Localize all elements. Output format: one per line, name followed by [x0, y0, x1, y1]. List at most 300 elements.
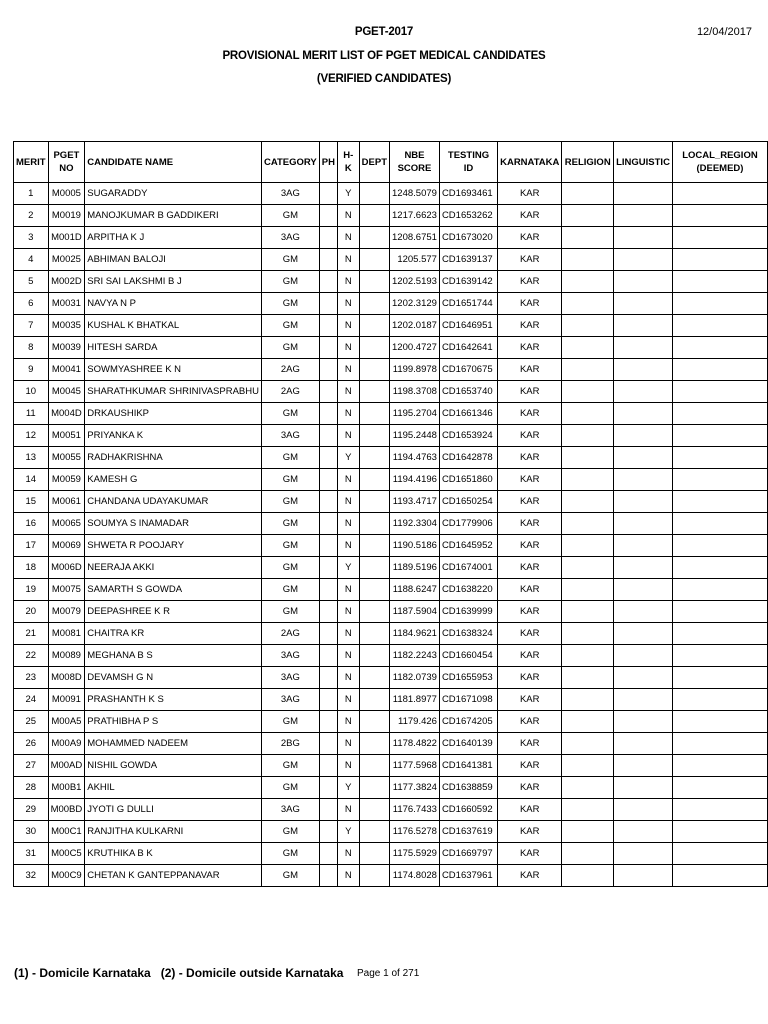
table-row — [14, 755, 768, 777]
table-cell: 1182.0739 — [390, 667, 440, 689]
table-cell: KAR — [498, 249, 562, 271]
table-cell: KAR — [498, 293, 562, 315]
table-cell — [319, 777, 337, 799]
table-cell — [359, 535, 389, 557]
table-cell — [614, 579, 673, 601]
table-cell: CD1642641 — [439, 337, 497, 359]
table-cell: CD1639999 — [439, 601, 497, 623]
table-cell: DEEPASHREE K R — [85, 601, 262, 623]
table-cell — [562, 271, 614, 293]
table-cell — [562, 865, 614, 887]
table-cell — [359, 733, 389, 755]
table-cell: ABHIMAN BALOJI — [85, 249, 262, 271]
table-cell: MOHAMMED NADEEM — [85, 733, 262, 755]
table-cell: M00A9 — [48, 733, 85, 755]
table-cell: CD1640139 — [439, 733, 497, 755]
table-cell: 1205.577 — [390, 249, 440, 271]
table-cell — [614, 425, 673, 447]
table-cell — [319, 579, 337, 601]
table-cell — [359, 315, 389, 337]
table-row — [14, 777, 768, 799]
table-cell — [319, 491, 337, 513]
table-cell — [562, 337, 614, 359]
table-cell: CD1642878 — [439, 447, 497, 469]
table-cell: M00BD — [48, 799, 85, 821]
table-cell: 3AG — [261, 183, 319, 205]
table-cell — [562, 249, 614, 271]
table-cell: GM — [261, 755, 319, 777]
table-cell: 1187.5904 — [390, 601, 440, 623]
table-cell: M004D — [48, 403, 85, 425]
table-cell: KAR — [498, 425, 562, 447]
table-cell — [614, 865, 673, 887]
table-cell: N — [337, 645, 359, 667]
table-cell: 32 — [14, 865, 49, 887]
table-cell: 3AG — [261, 799, 319, 821]
table-row — [14, 821, 768, 843]
table-cell — [319, 733, 337, 755]
table-cell: KAR — [498, 403, 562, 425]
table-cell: CD1638220 — [439, 579, 497, 601]
table-cell: N — [337, 623, 359, 645]
document-date: 12/04/2017 — [696, 26, 752, 38]
table-cell — [672, 337, 767, 359]
table-cell — [562, 645, 614, 667]
table-cell — [614, 755, 673, 777]
table-cell: 3AG — [261, 667, 319, 689]
table-cell: N — [337, 425, 359, 447]
table-cell: GM — [261, 293, 319, 315]
table-cell: 1190.5186 — [390, 535, 440, 557]
table-cell — [562, 359, 614, 381]
table-row — [14, 711, 768, 733]
table-cell — [614, 557, 673, 579]
table-cell — [562, 623, 614, 645]
table-cell: M0059 — [48, 469, 85, 491]
table-cell: KAR — [498, 623, 562, 645]
table-cell: 3 — [14, 227, 49, 249]
table-cell — [672, 513, 767, 535]
table-cell: 1 — [14, 183, 49, 205]
table-cell: SUGARADDY — [85, 183, 262, 205]
table-cell — [359, 425, 389, 447]
table-cell: PRATHIBHA P S — [85, 711, 262, 733]
col-header: DEPT — [359, 142, 389, 183]
table-cell: N — [337, 315, 359, 337]
table-cell — [319, 667, 337, 689]
table-cell: CD1637619 — [439, 821, 497, 843]
table-cell: KAR — [498, 557, 562, 579]
table-cell — [562, 601, 614, 623]
table-cell: GM — [261, 271, 319, 293]
table-cell — [672, 601, 767, 623]
table-cell: 1194.4196 — [390, 469, 440, 491]
table-cell — [319, 403, 337, 425]
table-cell: M0045 — [48, 381, 85, 403]
table-cell — [672, 469, 767, 491]
table-cell: 15 — [14, 491, 49, 513]
table-cell — [359, 799, 389, 821]
table-body — [14, 183, 768, 887]
table-cell — [319, 865, 337, 887]
table-cell — [319, 799, 337, 821]
table-cell: GM — [261, 337, 319, 359]
table-cell — [672, 579, 767, 601]
table-cell — [359, 469, 389, 491]
table-cell: CD1645952 — [439, 535, 497, 557]
table-cell — [319, 689, 337, 711]
table-cell: CD1653740 — [439, 381, 497, 403]
table-row — [14, 337, 768, 359]
domicile-legend: (1) - Domicile Karnataka (2) - Domicile outside Karnataka — [14, 966, 344, 980]
table-cell: KAR — [498, 689, 562, 711]
table-cell — [672, 777, 767, 799]
table-cell: SHARATHKUMAR SHRINIVASPRABHU — [85, 381, 262, 403]
table-cell: N — [337, 403, 359, 425]
table-cell: KUSHAL K BHATKAL — [85, 315, 262, 337]
table-cell — [562, 469, 614, 491]
table-cell — [614, 293, 673, 315]
document-subtitle: PROVISIONAL MERIT LIST OF PGET MEDICAL CANDIDATES — [222, 50, 546, 62]
table-cell — [562, 403, 614, 425]
table-cell: M0039 — [48, 337, 85, 359]
table-cell: GM — [261, 249, 319, 271]
table-cell: 13 — [14, 447, 49, 469]
table-cell: JYOTI G DULLI — [85, 799, 262, 821]
table-cell: 1200.4727 — [390, 337, 440, 359]
table-cell: GM — [261, 843, 319, 865]
table-cell: PRASHANTH K S — [85, 689, 262, 711]
table-cell: M0091 — [48, 689, 85, 711]
table-cell — [359, 777, 389, 799]
table-cell — [359, 249, 389, 271]
table-cell — [562, 667, 614, 689]
table-cell: M00AD — [48, 755, 85, 777]
table-cell: 3AG — [261, 645, 319, 667]
table-row — [14, 865, 768, 887]
table-cell — [359, 271, 389, 293]
col-header: H-K — [337, 142, 359, 183]
table-cell — [672, 755, 767, 777]
table-cell: NAVYA N P — [85, 293, 262, 315]
table-cell: KAMESH G — [85, 469, 262, 491]
table-cell: GM — [261, 557, 319, 579]
table-cell — [614, 359, 673, 381]
table-cell — [614, 227, 673, 249]
table-cell — [319, 249, 337, 271]
table-cell: AKHIL — [85, 777, 262, 799]
table-cell: PRIYANKA K — [85, 425, 262, 447]
table-cell: 2BG — [261, 733, 319, 755]
table-cell: SRI SAI LAKSHMI B J — [85, 271, 262, 293]
table-cell: KAR — [498, 183, 562, 205]
table-row — [14, 249, 768, 271]
table-cell: 27 — [14, 755, 49, 777]
table-cell: N — [337, 249, 359, 271]
table-cell — [319, 535, 337, 557]
table-cell: KAR — [498, 447, 562, 469]
table-cell: M0019 — [48, 205, 85, 227]
table-cell: 1175.5929 — [390, 843, 440, 865]
table-cell: KAR — [498, 535, 562, 557]
table-cell — [672, 315, 767, 337]
col-header: MERIT — [14, 142, 49, 183]
table-cell — [319, 381, 337, 403]
table-cell: 1202.0187 — [390, 315, 440, 337]
table-cell: CD1779906 — [439, 513, 497, 535]
table-cell — [672, 425, 767, 447]
table-cell: GM — [261, 447, 319, 469]
table-cell: 3AG — [261, 227, 319, 249]
table-cell — [614, 469, 673, 491]
table-cell — [359, 711, 389, 733]
table-cell: GM — [261, 711, 319, 733]
table-cell: CHETAN K GANTEPPANAVAR — [85, 865, 262, 887]
table-row — [14, 381, 768, 403]
table-cell — [672, 821, 767, 843]
table-cell: N — [337, 535, 359, 557]
table-cell: 20 — [14, 601, 49, 623]
table-row — [14, 403, 768, 425]
table-cell: 1182.2243 — [390, 645, 440, 667]
col-header: KARNATAKA — [498, 142, 562, 183]
table-cell: 1189.5196 — [390, 557, 440, 579]
table-cell — [614, 799, 673, 821]
table-cell — [614, 381, 673, 403]
table-cell — [562, 557, 614, 579]
table-cell: M00C1 — [48, 821, 85, 843]
table-cell: SOUMYA S INAMADAR — [85, 513, 262, 535]
table-cell: KAR — [498, 777, 562, 799]
table-cell — [614, 183, 673, 205]
table-cell — [614, 821, 673, 843]
table-cell: 4 — [14, 249, 49, 271]
table-cell — [319, 293, 337, 315]
table-cell: M0035 — [48, 315, 85, 337]
table-cell: M0055 — [48, 447, 85, 469]
table-cell — [562, 425, 614, 447]
table-cell: CD1641381 — [439, 755, 497, 777]
table-cell: 1184.9621 — [390, 623, 440, 645]
table-cell: KAR — [498, 579, 562, 601]
col-header: NBE SCORE — [390, 142, 440, 183]
table-cell: M0051 — [48, 425, 85, 447]
table-cell: M00C5 — [48, 843, 85, 865]
table-cell: KAR — [498, 865, 562, 887]
table-cell: 17 — [14, 535, 49, 557]
table-cell: 2 — [14, 205, 49, 227]
col-header: CANDIDATE NAME — [85, 142, 262, 183]
table-cell — [319, 425, 337, 447]
table-cell — [562, 579, 614, 601]
table-cell: Y — [337, 183, 359, 205]
table-cell — [614, 667, 673, 689]
document-title: PGET-2017 — [354, 26, 414, 38]
table-cell: M0041 — [48, 359, 85, 381]
table-cell: GM — [261, 491, 319, 513]
table-cell: N — [337, 843, 359, 865]
table-cell — [319, 205, 337, 227]
table-cell: SHWETA R POOJARY — [85, 535, 262, 557]
table-cell — [562, 205, 614, 227]
table-cell: KAR — [498, 755, 562, 777]
table-cell — [359, 381, 389, 403]
table-cell: 1194.4763 — [390, 447, 440, 469]
col-header: LINGUISTIC — [614, 142, 673, 183]
table-cell — [319, 227, 337, 249]
table-cell — [359, 865, 389, 887]
table-cell — [672, 249, 767, 271]
table-cell — [672, 491, 767, 513]
table-cell: 1198.3708 — [390, 381, 440, 403]
table-cell: KAR — [498, 711, 562, 733]
table-cell — [359, 843, 389, 865]
table-cell: 1248.5079 — [390, 183, 440, 205]
table-cell: Y — [337, 821, 359, 843]
table-cell: CD1660592 — [439, 799, 497, 821]
table-cell: 7 — [14, 315, 49, 337]
table-cell: 1195.2704 — [390, 403, 440, 425]
table-cell: 5 — [14, 271, 49, 293]
table-cell: KAR — [498, 337, 562, 359]
table-cell: 23 — [14, 667, 49, 689]
table-cell — [614, 843, 673, 865]
table-row — [14, 271, 768, 293]
table-cell: GM — [261, 821, 319, 843]
table-cell: Y — [337, 447, 359, 469]
table-cell: CD1669797 — [439, 843, 497, 865]
table-row — [14, 579, 768, 601]
table-cell: CHANDANA UDAYAKUMAR — [85, 491, 262, 513]
table-cell: CD1661346 — [439, 403, 497, 425]
table-cell: 14 — [14, 469, 49, 491]
table-cell: RANJITHA KULKARNI — [85, 821, 262, 843]
table-cell: GM — [261, 601, 319, 623]
table-cell: KAR — [498, 601, 562, 623]
table-cell — [614, 711, 673, 733]
table-cell — [672, 623, 767, 645]
table-cell: 21 — [14, 623, 49, 645]
table-cell — [319, 557, 337, 579]
table-cell: CD1674001 — [439, 557, 497, 579]
table-cell: 1202.5193 — [390, 271, 440, 293]
table-cell — [672, 403, 767, 425]
table-cell: M006D — [48, 557, 85, 579]
table-row — [14, 645, 768, 667]
table-cell: 1181.8977 — [390, 689, 440, 711]
table-cell: 29 — [14, 799, 49, 821]
table-row — [14, 293, 768, 315]
table-cell: Y — [337, 557, 359, 579]
table-cell — [562, 535, 614, 557]
table-cell — [359, 403, 389, 425]
table-cell: 10 — [14, 381, 49, 403]
table-cell: 1178.4822 — [390, 733, 440, 755]
table-cell: GM — [261, 777, 319, 799]
table-cell: M00B1 — [48, 777, 85, 799]
table-cell: KRUTHIKA B K — [85, 843, 262, 865]
table-row — [14, 205, 768, 227]
table-cell: Y — [337, 777, 359, 799]
table-cell: CD1674205 — [439, 711, 497, 733]
table-cell — [672, 293, 767, 315]
table-row — [14, 843, 768, 865]
table-cell — [672, 183, 767, 205]
table-cell — [359, 645, 389, 667]
table-cell: KAR — [498, 667, 562, 689]
table-cell: 1199.8978 — [390, 359, 440, 381]
table-cell — [614, 689, 673, 711]
table-cell: 3AG — [261, 689, 319, 711]
table-cell — [359, 557, 389, 579]
table-cell: N — [337, 689, 359, 711]
table-cell: M0031 — [48, 293, 85, 315]
table-cell: CD1638324 — [439, 623, 497, 645]
table-cell — [562, 777, 614, 799]
table-cell: 28 — [14, 777, 49, 799]
table-cell — [359, 337, 389, 359]
table-cell: 1195.2448 — [390, 425, 440, 447]
table-cell: 1208.6751 — [390, 227, 440, 249]
table-cell — [359, 227, 389, 249]
table-cell: CD1646951 — [439, 315, 497, 337]
table-cell — [672, 381, 767, 403]
table-row — [14, 557, 768, 579]
table-cell: DEVAMSH G N — [85, 667, 262, 689]
table-cell: GM — [261, 205, 319, 227]
table-cell: N — [337, 491, 359, 513]
table-cell: M0089 — [48, 645, 85, 667]
table-cell: 9 — [14, 359, 49, 381]
table-cell — [672, 689, 767, 711]
table-cell: 1179.426 — [390, 711, 440, 733]
table-cell: MEGHANA B S — [85, 645, 262, 667]
table-row — [14, 689, 768, 711]
table-cell — [319, 711, 337, 733]
table-cell: CD1653262 — [439, 205, 497, 227]
table-cell — [614, 623, 673, 645]
table-cell: CD1639142 — [439, 271, 497, 293]
table-cell: GM — [261, 513, 319, 535]
table-cell: CD1637961 — [439, 865, 497, 887]
table-cell: M0005 — [48, 183, 85, 205]
col-header: RELIGION — [562, 142, 614, 183]
table-cell: N — [337, 865, 359, 887]
table-cell — [672, 205, 767, 227]
table-cell: KAR — [498, 733, 562, 755]
table-header-row — [14, 142, 768, 183]
table-cell — [672, 667, 767, 689]
table-cell — [614, 337, 673, 359]
table-cell — [359, 293, 389, 315]
table-row — [14, 667, 768, 689]
table-row — [14, 315, 768, 337]
table-cell: KAR — [498, 491, 562, 513]
table-cell: KAR — [498, 359, 562, 381]
table-cell — [562, 689, 614, 711]
table-cell — [319, 337, 337, 359]
table-cell: HITESH SARDA — [85, 337, 262, 359]
col-header: LOCAL_REGION (DEEMED) — [672, 142, 767, 183]
table-cell — [614, 777, 673, 799]
table-cell — [562, 513, 614, 535]
table-cell — [672, 535, 767, 557]
table-cell — [319, 315, 337, 337]
table-cell — [319, 359, 337, 381]
table-cell: CD1638859 — [439, 777, 497, 799]
table-cell: MANOJKUMAR B GADDIKERI — [85, 205, 262, 227]
table-cell: N — [337, 513, 359, 535]
